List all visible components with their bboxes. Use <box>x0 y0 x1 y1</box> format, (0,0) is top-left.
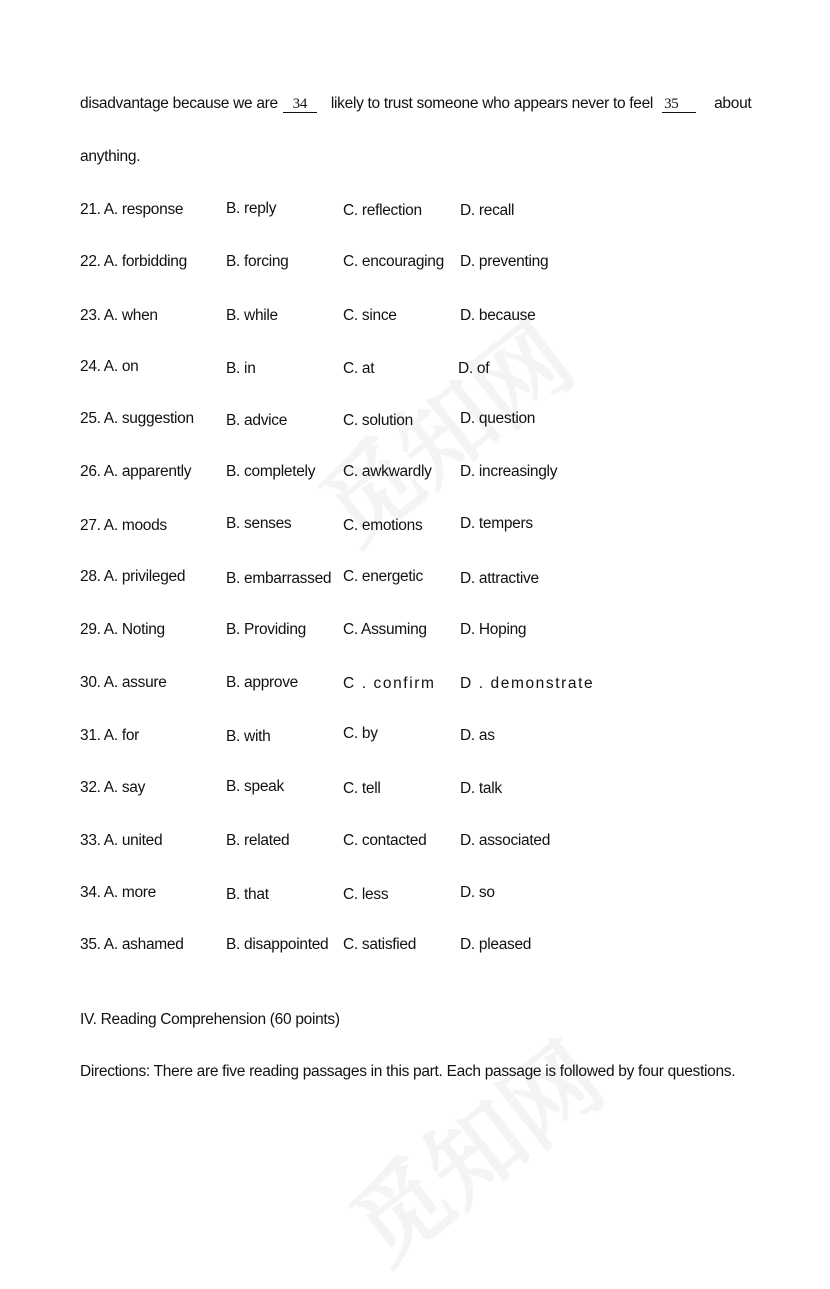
option-d: D. pleased <box>460 936 532 953</box>
option-b: B. that <box>226 886 269 903</box>
option-b: B. Providing <box>226 621 306 638</box>
option-d: D. associated <box>460 832 551 849</box>
watermark <box>318 1007 626 1289</box>
option-d: D. talk <box>460 780 502 797</box>
option-d: D. because <box>460 307 536 324</box>
option-b: B. related <box>226 832 290 849</box>
option-a: 28. A. privileged <box>80 568 186 585</box>
option-a: 35. A. ashamed <box>80 936 184 953</box>
passage-line-1 <box>80 95 751 113</box>
option-a: 31. A. for <box>80 727 140 744</box>
option-a: 24. A. on <box>80 358 139 375</box>
watermark <box>288 287 596 570</box>
option-a: 29. A. Noting <box>80 621 165 638</box>
option-a: 23. A. when <box>80 307 158 324</box>
blank-35: 35 <box>662 96 696 113</box>
option-c: C. tell <box>343 780 381 797</box>
option-b: B. completely <box>226 463 316 480</box>
option-a: 34. A. more <box>80 884 156 901</box>
passage-text: disadvantage because we are <box>80 95 278 112</box>
option-c: C. solution <box>343 412 413 429</box>
option-b: B. with <box>226 728 271 745</box>
option-b: B. reply <box>226 200 277 217</box>
passage-text: likely to trust someone who appears never to feel <box>330 95 654 112</box>
section-heading: IV. Reading Comprehension (60 points) <box>80 1011 340 1028</box>
section-directions: Directions: There are five reading passages in this part. Each passage is followed by four questions. <box>80 1063 736 1080</box>
option-d: D. as <box>460 727 495 744</box>
option-b: B. while <box>226 307 278 324</box>
option-c: C. encouraging <box>343 253 444 270</box>
option-d: D. recall <box>460 202 515 219</box>
option-c: C. less <box>343 886 389 903</box>
option-a: 32. A. say <box>80 779 146 796</box>
option-b: B. forcing <box>226 253 289 270</box>
option-a: 33. A. united <box>80 832 163 849</box>
option-c: C. Assuming <box>343 621 427 638</box>
option-d: D. attractive <box>460 570 539 587</box>
blank-34: 34 <box>283 96 317 113</box>
option-b: B. advice <box>226 412 288 429</box>
option-d: D. of <box>458 360 490 377</box>
option-a: 22. A. forbidding <box>80 253 187 270</box>
option-b: B. embarrassed <box>226 570 332 587</box>
option-a: 25. A. suggestion <box>80 410 194 427</box>
option-a: 27. A. moods <box>80 517 167 534</box>
option-c: C. satisfied <box>343 936 417 953</box>
option-b: B. senses <box>226 515 292 532</box>
option-a: 26. A. apparently <box>80 463 192 480</box>
option-c: C. reflection <box>343 202 422 219</box>
option-b: B. disappointed <box>226 936 329 953</box>
passage-text: about <box>714 95 752 112</box>
option-a: 30. A. assure <box>80 674 167 691</box>
option-c: C . confirm <box>343 675 436 692</box>
option-c: C. by <box>343 725 378 742</box>
option-d: D. increasingly <box>460 463 558 480</box>
option-d: D. question <box>460 410 536 427</box>
option-c: C. awkwardly <box>343 463 432 480</box>
option-c: C. since <box>343 307 397 324</box>
option-d: D. so <box>460 884 495 901</box>
option-c: C. energetic <box>343 568 423 585</box>
option-c: C. contacted <box>343 832 427 849</box>
option-c: C. at <box>343 360 375 377</box>
option-a: 21. A. response <box>80 201 184 218</box>
option-b: B. in <box>226 360 256 377</box>
option-b: B. speak <box>226 778 284 795</box>
option-b: B. approve <box>226 674 298 691</box>
option-d: D. tempers <box>460 515 533 532</box>
option-d: D. preventing <box>460 253 549 270</box>
option-d: D . demonstrate <box>460 675 595 692</box>
option-d: D. Hoping <box>460 621 527 638</box>
passage-line-2: anything. <box>80 148 141 165</box>
option-c: C. emotions <box>343 517 423 534</box>
